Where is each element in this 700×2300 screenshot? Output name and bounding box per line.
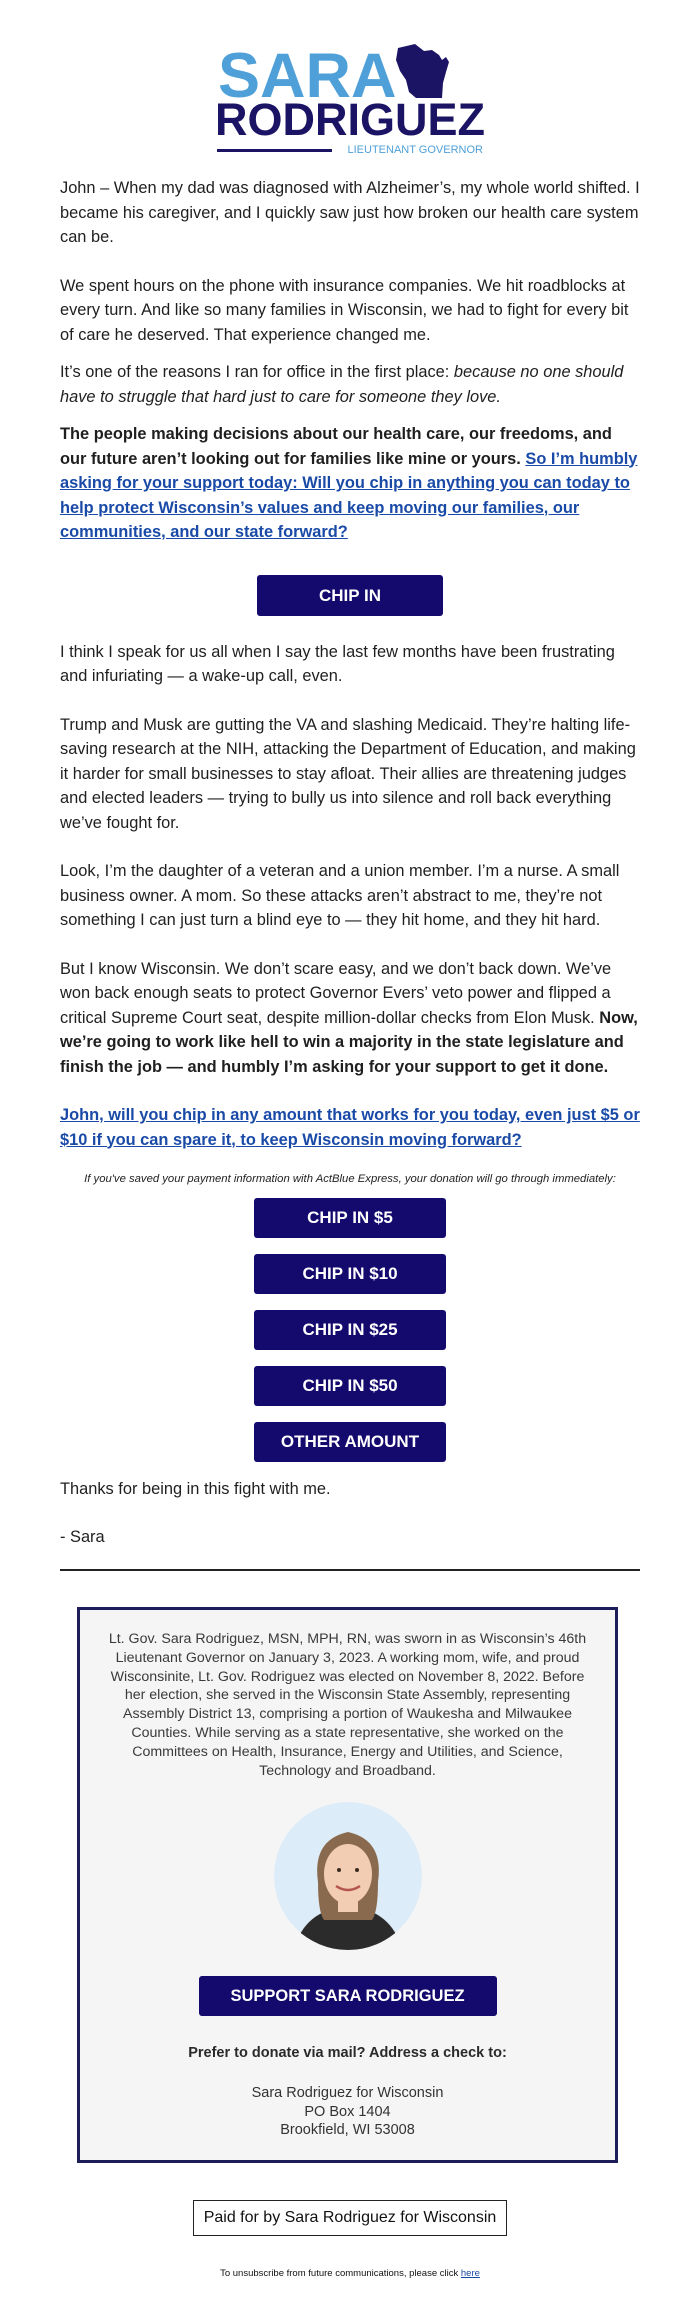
chip-in-any-amount-link[interactable]: John, will you chip in any amount that works for you today, even just $5 or $10 if you can spare it, to keep Wisconsin moving forward? xyxy=(60,1106,640,1149)
paragraph-4-bold: The people making decisions about our health care, our freedoms, and our future aren’t looking out for families like mine or yours. xyxy=(60,425,612,468)
support-sara-button[interactable]: SUPPORT SARA RODRIGUEZ xyxy=(199,1976,497,2016)
bio-text: Lt. Gov. Sara Rodriguez, MSN, MPH, RN, was sworn in as Wisconsin’s 46th Lieutenant Governor on January 3, 2023. A working mom, wife, and proud Wisconsinite, Lt. Gov. Rodriguez was elected on November 8, 2022. Before her election, she served in the Wisconsin State Assembly, representing Assembly District 13, comprising a portion of Waukesha and Milwaukee Counties. While serving as a state representative, she worked on the Committees on Health, Insurance, Energy and Utilities, and Science, Technology and Broadband. xyxy=(108,1631,587,1779)
address-line-2: PO Box 1404 xyxy=(304,2103,391,2120)
email-body xyxy=(60,176,640,1571)
mail-donation-heading: Prefer to donate via mail? Address a check to: xyxy=(188,2045,507,2062)
actblue-express-note: If you've saved your payment information with ActBlue Express, your donation will go through immediately: xyxy=(84,1173,616,1185)
logo-title: LIEUTENANT GOVERNOR xyxy=(347,144,483,156)
campaign-logo xyxy=(0,0,700,172)
chip-in-10-button[interactable]: CHIP IN $10 xyxy=(254,1254,446,1294)
chip-in-50-button[interactable]: CHIP IN $50 xyxy=(254,1366,446,1406)
candidate-photo xyxy=(274,1802,422,1950)
chip-in-5-button[interactable]: CHIP IN $5 xyxy=(254,1198,446,1238)
unsubscribe-text: To unsubscribe from future communications, please click xyxy=(220,2268,461,2279)
paragraph-1: John – When my dad was diagnosed with Alzheimer’s, my whole world shifted. I became his caregiver, and I quickly saw just how broken our health care system can be. xyxy=(60,179,640,246)
paragraph-6: Trump and Musk are gutting the VA and slashing Medicaid. They’re halting life-saving research at the NIH, attacking the Department of Education, and making it harder for small businesses to stay afloat. Their allies are threatening judges and elected leaders — trying to bully us into silence and roll back everything we’ve fought for. xyxy=(60,715,636,832)
paragraph-8 xyxy=(60,957,640,1080)
chip-in-button[interactable]: CHIP IN xyxy=(257,575,443,616)
paragraph-8-text: But I know Wisconsin. We don’t scare easy, and we don’t back down. We’ve won back enough seats to protect Governor Evers’ veto power and flipped a critical Supreme Court seat, despite million-dollar checks from Elon Musk. xyxy=(60,959,612,1027)
paragraph-7: Look, I’m the daughter of a veteran and a union member. I’m a nurse. A small business owner. A mom. So these attacks aren’t abstract to me, they’re not something I can just turn a blind eye to — they hit home, and they hit hard. xyxy=(60,862,620,929)
address-line-1: Sara Rodriguez for Wisconsin xyxy=(251,2085,444,2102)
paragraph-8-bold: Now, we’re going to work like hell to win a majority in the state legislature and finish the job — and humbly I’m asking for your support to get it done. xyxy=(60,1008,638,1076)
unsubscribe-link[interactable]: here xyxy=(460,2268,480,2279)
divider xyxy=(60,1569,640,1571)
paragraph-9 xyxy=(60,1103,640,1152)
paid-for-disclaimer: Paid for by Sara Rodriguez for Wisconsin xyxy=(193,2200,507,2236)
logo-underline xyxy=(217,149,332,152)
paragraph-5: I think I speak for us all when I say the last few months have been frustrating and infuriating — a wake-up call, even. xyxy=(60,642,615,685)
mailing-address xyxy=(80,2084,615,2140)
logo-graphic xyxy=(210,0,490,172)
thanks-text: Thanks for being in this fight with me. xyxy=(60,1480,331,1498)
paragraph-3-italic: because no one should have to struggle that hard just to care for someone they love. xyxy=(60,363,624,406)
paragraph-3 xyxy=(60,360,640,409)
paragraph-2: We spent hours on the phone with insurance companies. We hit roadblocks at every turn. And like so many families in Wisconsin, we had to fight for every bit of care he deserved. That experience changed me. xyxy=(60,276,629,344)
logo-last-name: RODRIGUEZ xyxy=(215,94,485,145)
unsubscribe-line xyxy=(0,2268,700,2279)
paragraph-3-text: It’s one of the reasons I ran for office in the first place: xyxy=(60,363,454,381)
logo-first-name: SARA xyxy=(218,41,397,111)
donate-ask-link[interactable]: So I’m humbly asking for your support today: Will you chip in anything you can today to help protect Wisconsin’s values and keep moving our families, our communities, and our state forward? xyxy=(60,449,638,541)
paragraph-4 xyxy=(60,422,640,545)
address-line-3: Brookfield, WI 53008 xyxy=(280,2122,415,2139)
other-amount-button[interactable]: OTHER AMOUNT xyxy=(254,1422,446,1462)
bio-section xyxy=(77,1607,618,2163)
avatar xyxy=(274,1802,422,1950)
signoff-text: - Sara xyxy=(60,1527,105,1546)
chip-in-25-button[interactable]: CHIP IN $25 xyxy=(254,1310,446,1350)
wisconsin-state-icon xyxy=(396,44,449,98)
